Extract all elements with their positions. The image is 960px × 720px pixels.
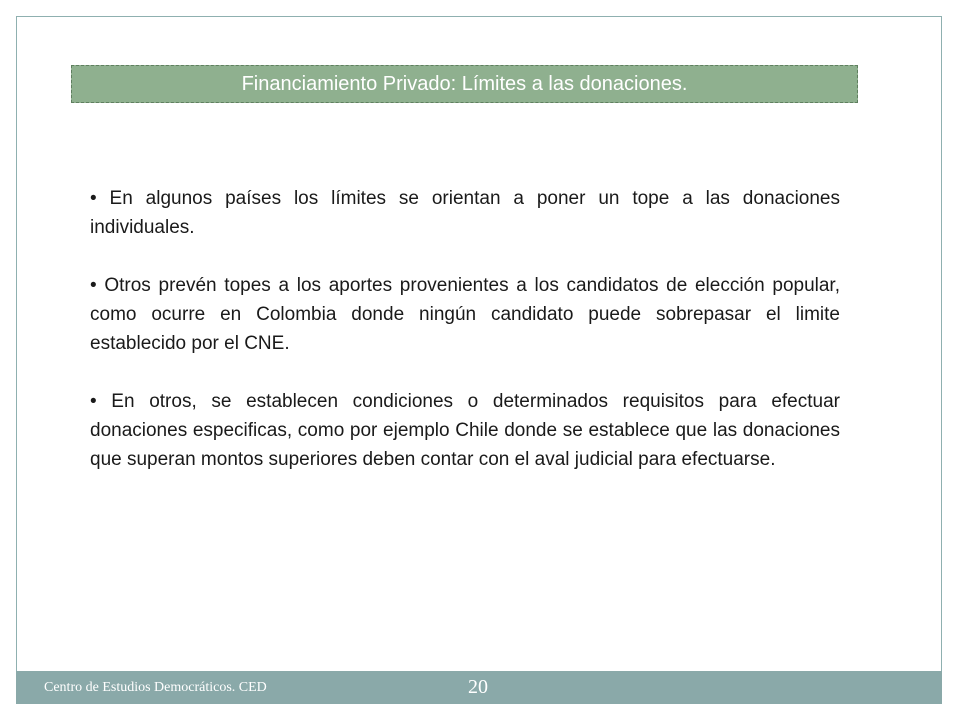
- footer-bar: [16, 671, 942, 704]
- bullet-point: • Otros prevén topes a los aportes provenientes a los candidatos de elección popular, como ocurre en Colombia donde ningún candidato puede sobrepasar el limite establecido por el CNE.: [90, 275, 840, 354]
- slide-body: [90, 184, 840, 474]
- slide-title: Financiamiento Privado: Límites a las donaciones.: [241, 72, 688, 95]
- footer-organization: Centro de Estudios Democráticos. CED: [44, 680, 267, 695]
- title-bar: [71, 65, 858, 103]
- bullet-point: • En otros, se establecen condiciones o determinados requisitos para efectuar donaciones especificas, como por ejemplo Chile donde se establece que las donaciones que superan montos superiores deben contar con el aval judicial para efectuarse.: [90, 391, 840, 470]
- bullet-point: • En algunos países los límites se orientan a poner un tope a las donaciones individuales.: [90, 188, 840, 238]
- page-number: 20: [468, 676, 488, 698]
